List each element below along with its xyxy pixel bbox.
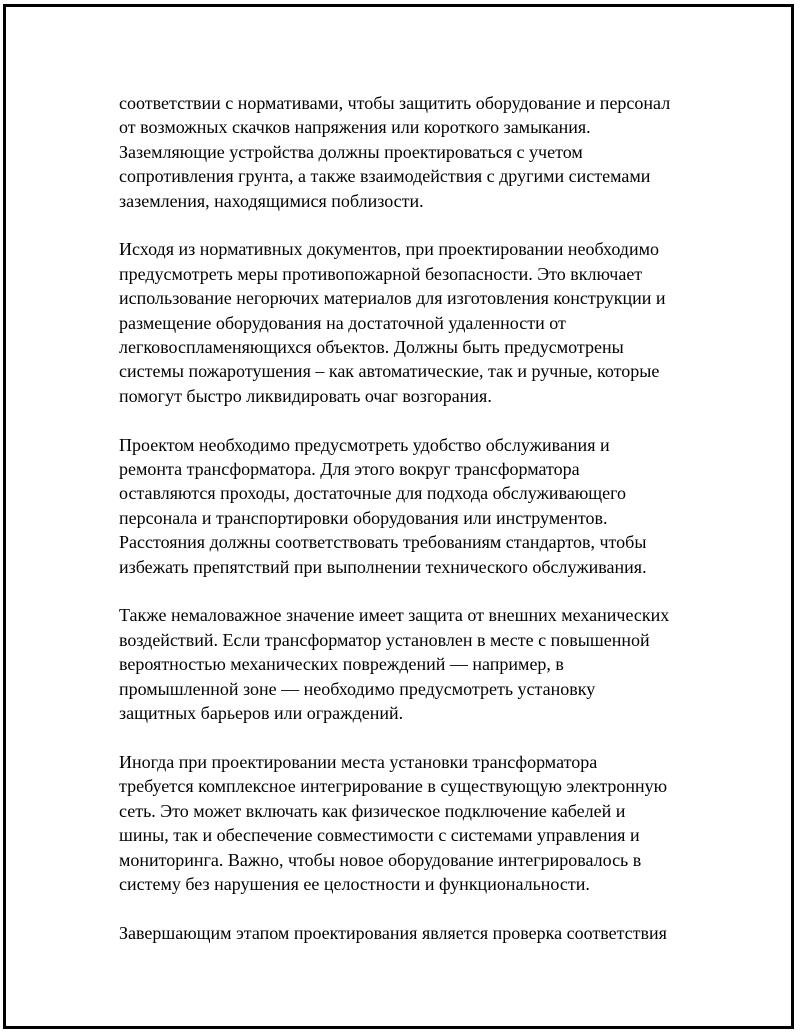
text-line: оставляются проходы, достаточные для подхода обслуживающего (119, 483, 627, 504)
document-body (119, 91, 719, 970)
text-line: заземления, находящимися поблизости. (119, 190, 424, 211)
text-line: Также немаловажное значение имеет защита от внешних механических (119, 605, 670, 626)
text-line: избежать препятствий при выполнении технического обслуживания. (119, 556, 647, 577)
paragraph-3 (119, 433, 719, 579)
text-line: защитных барьеров или ограждений. (119, 703, 404, 724)
paragraph-4 (119, 603, 719, 725)
text-line: вероятностью механических повреждений — например, в (119, 654, 564, 675)
text-line: Заземляющие устройства должны проектироваться с учетом (119, 141, 583, 162)
text-line: помогут быстро ликвидировать очаг возгорания. (119, 385, 492, 406)
text-line: Проектом необходимо предусмотреть удобство обслуживания и (119, 434, 610, 455)
text-line: Иногда при проектировании места установки трансформатора (119, 751, 598, 772)
text-line: размещение оборудования на достаточной удаленности от (119, 312, 566, 333)
text-line: ремонта трансформатора. Для этого вокруг трансформатора (119, 459, 580, 480)
paragraph-2 (119, 237, 719, 408)
text-line: сопротивления грунта, а также взаимодействия с другими системами (119, 166, 651, 187)
text-line: мониторинга. Важно, чтобы новое оборудование интегрировалось в (119, 849, 642, 870)
text-line: персонала и транспортировки оборудования или инструментов. (119, 507, 608, 528)
paragraph-5 (119, 750, 719, 896)
text-line: соответствии с нормативами, чтобы защитить оборудование и персонал (119, 93, 671, 113)
paragraph-1 (119, 91, 719, 213)
text-line: Расстояния должны соответствовать требованиям стандартов, чтобы (119, 532, 647, 553)
text-line: системы пожаротушения – как автоматические, так и ручные, которые (119, 361, 660, 382)
text-line: воздействий. Если трансформатор установлен в месте с повышенной (119, 629, 650, 650)
text-line: от возможных скачков напряжения или короткого замыкания. (119, 117, 591, 138)
text-line: Завершающим этапом проектирования является проверка соответствия (119, 922, 667, 943)
text-line: шины, так и обеспечение совместимости с системами управления и (119, 825, 640, 846)
text-line: промышленной зоне — необходимо предусмотреть установку (119, 678, 596, 699)
text-line: легковоспламеняющихся объектов. Должны быть предусмотрены (119, 337, 624, 358)
text-line: систему без нарушения ее целостности и функциональности. (119, 873, 590, 894)
text-line: сеть. Это может включать как физическое подключение кабелей и (119, 800, 626, 821)
text-line: Исходя из нормативных документов, при проектировании необходимо (119, 239, 659, 260)
text-line: предусмотреть меры противопожарной безопасности. Это включает (119, 263, 643, 284)
text-line: использование негорючих материалов для изготовления конструкции и (119, 288, 666, 309)
text-line: требуется комплексное интегрирование в существующую электронную (119, 776, 668, 797)
paragraph-6 (119, 921, 719, 945)
